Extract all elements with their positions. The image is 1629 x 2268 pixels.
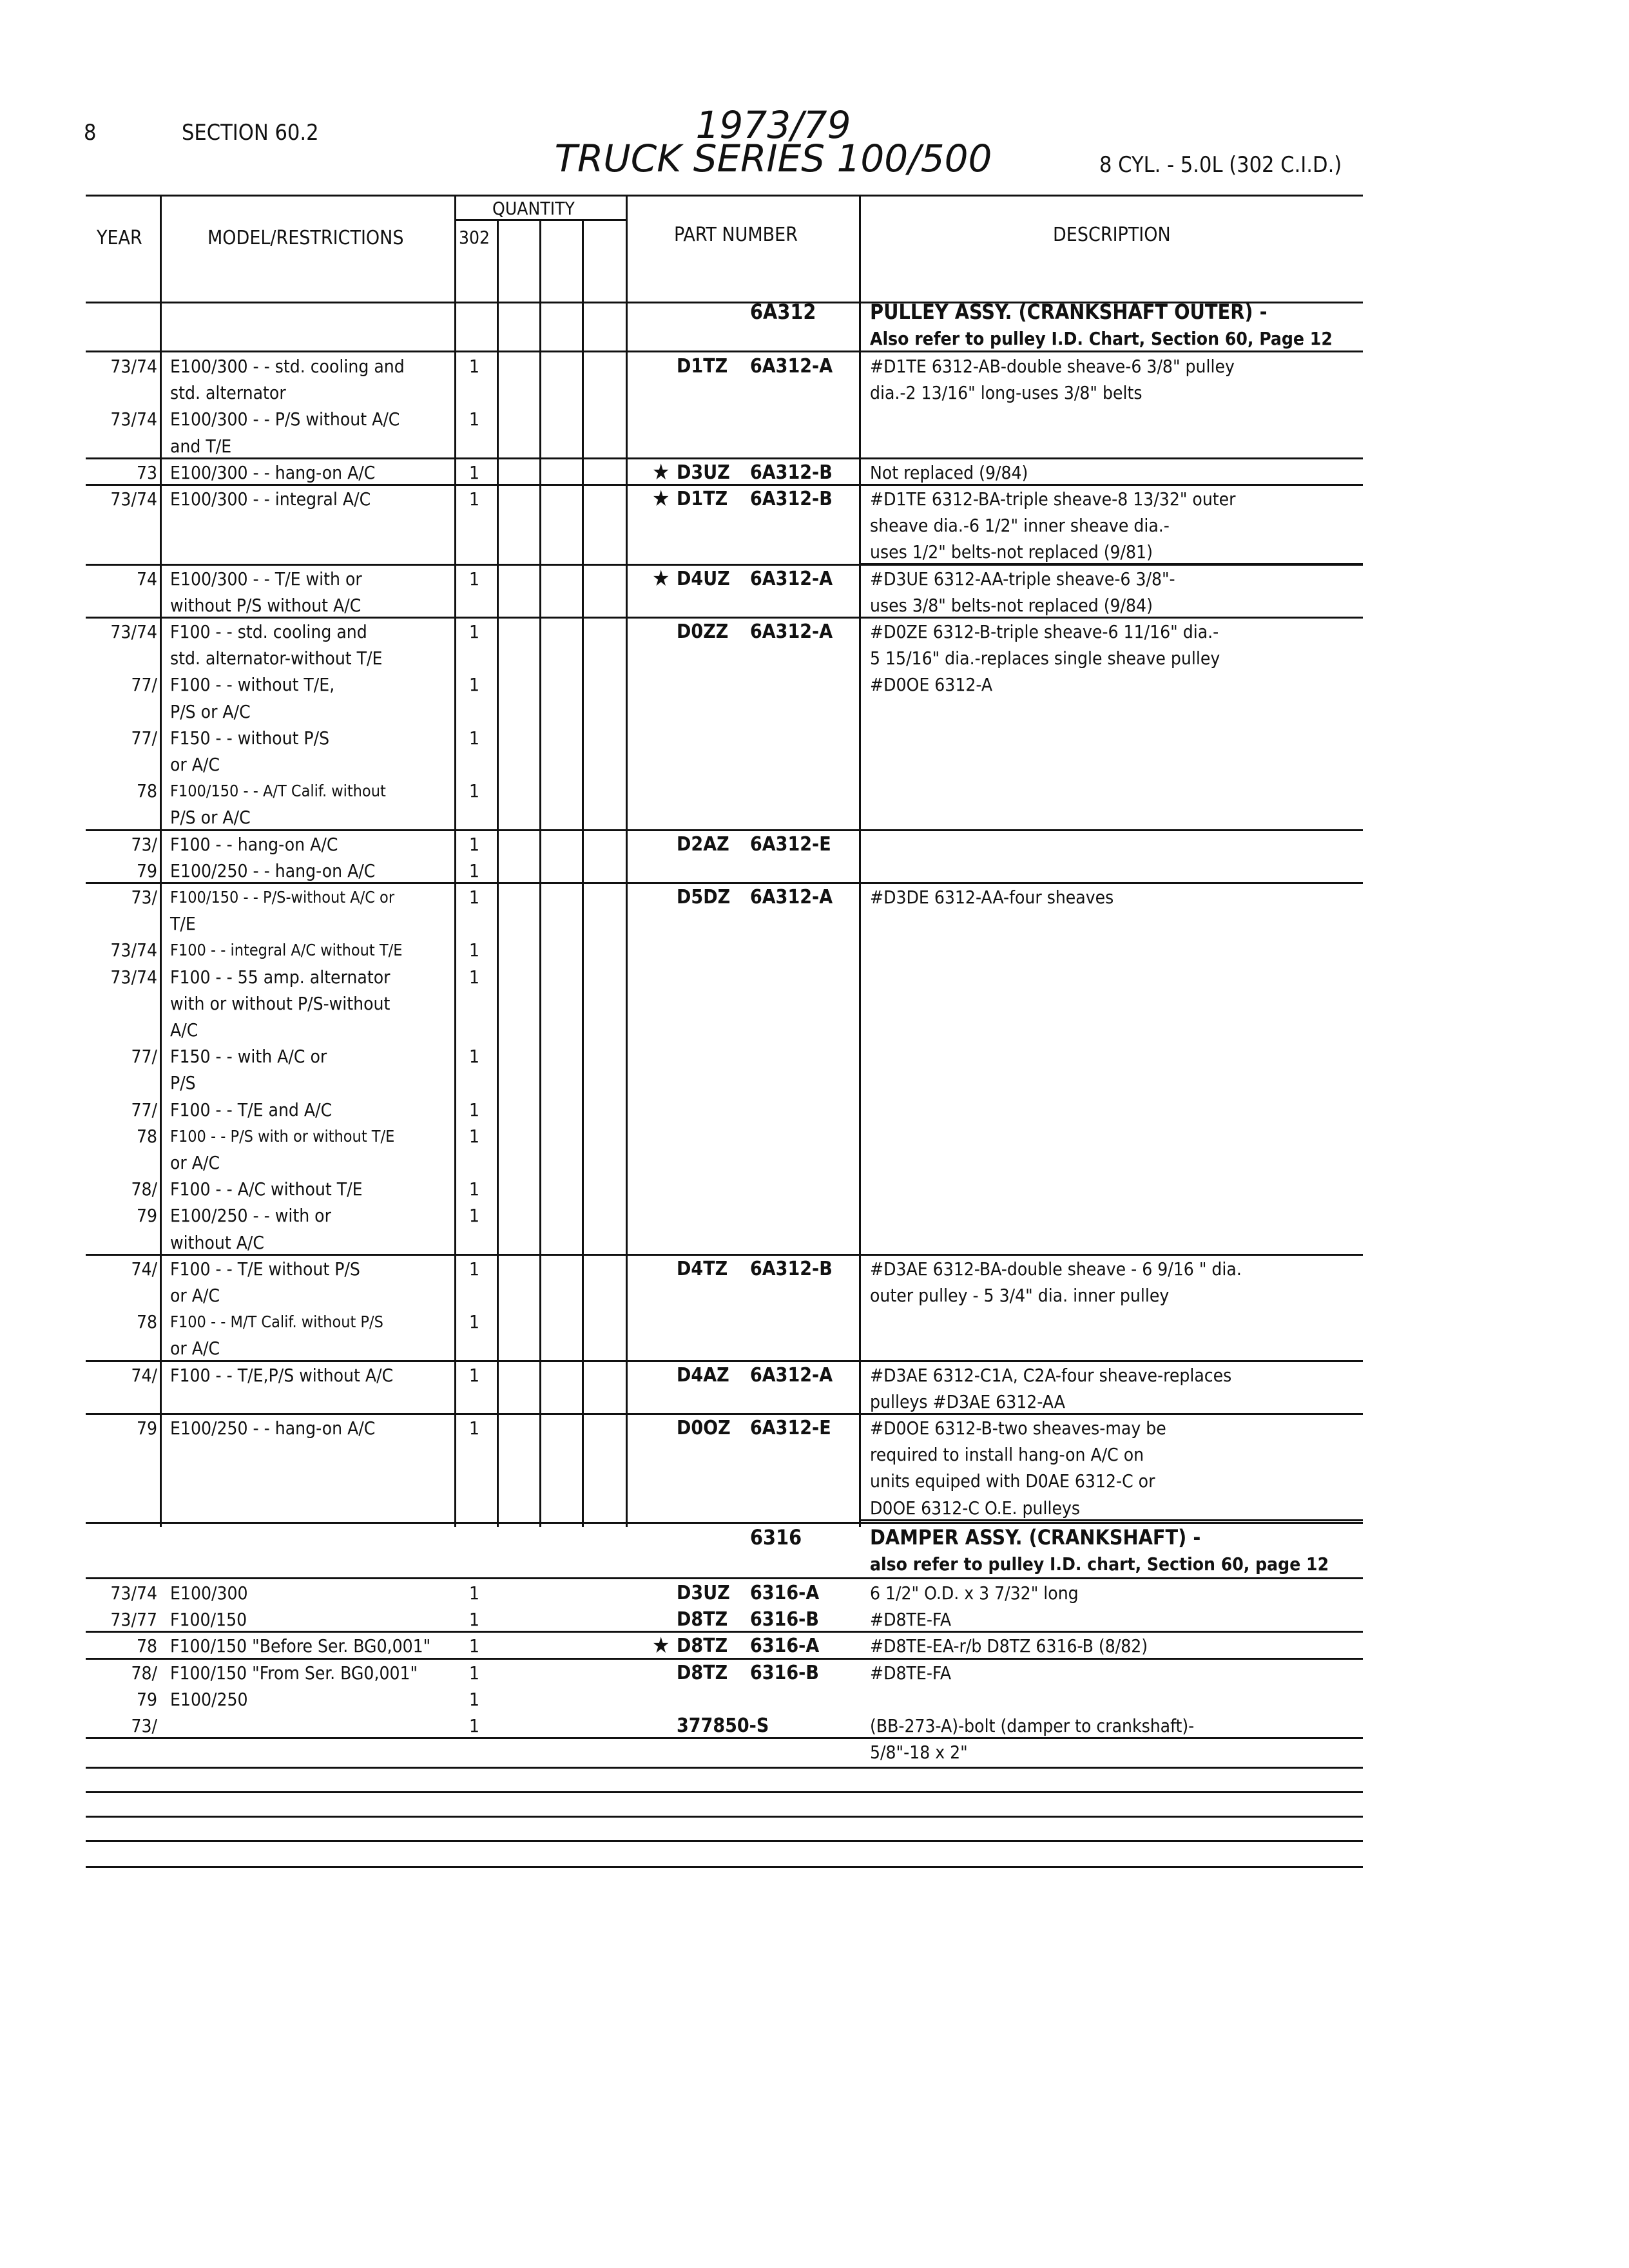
part-prefix-cell: D8TZ <box>677 1608 728 1631</box>
table-row <box>0 1468 1629 1494</box>
part-prefix-cell: D8TZ <box>677 1635 728 1658</box>
description-cell: Not replaced (9/84) <box>870 461 1028 483</box>
part-prefix-cell: D1TZ <box>677 488 728 510</box>
model-cell: E100/300 - - std. cooling and <box>170 356 405 377</box>
year-cell: 73/ <box>131 1715 157 1736</box>
year-cell: 73/77 <box>110 1609 157 1631</box>
table-row <box>0 964 1629 990</box>
description-cell: #D3AE 6312-BA-double sheave - 6 9/16 " dia. <box>870 1258 1242 1280</box>
table-row <box>0 380 1629 406</box>
model-cell: F100 - - A/C without T/E <box>170 1178 363 1200</box>
description-cell: required to install hang-on A/C on <box>870 1444 1144 1466</box>
year-cell: 77/ <box>131 1099 157 1120</box>
part-number-cell: 6316-A <box>750 1582 820 1604</box>
table-row <box>0 1713 1629 1739</box>
part-number-cell: 6316-B <box>750 1661 819 1684</box>
col-qty-302-header: 302 <box>459 227 490 248</box>
year-cell: 74/ <box>131 1364 157 1386</box>
year-cell: 73/74 <box>110 488 157 510</box>
table-row <box>0 1633 1629 1659</box>
part-number-cell: 6A312-B <box>750 488 833 510</box>
table-row <box>0 778 1629 804</box>
table-row <box>0 804 1629 831</box>
table-row <box>0 884 1629 910</box>
col-model-header: MODEL/RESTRICTIONS <box>207 227 404 249</box>
section-base-part: 6316 <box>750 1525 802 1550</box>
col-year-header: YEAR <box>97 227 142 249</box>
model-cell: P/S <box>170 1072 196 1094</box>
model-cell: without A/C <box>170 1231 265 1253</box>
table-row <box>0 1362 1629 1389</box>
year-cell: 73/74 <box>110 408 157 430</box>
qty-cell: 1 <box>469 1715 480 1736</box>
part-prefix-cell: D4TZ <box>677 1257 728 1280</box>
model-cell: F100 - - without T/E, <box>170 674 335 696</box>
table-row <box>0 486 1629 512</box>
model-cell: E100/250 <box>170 1688 248 1710</box>
part-number-cell: 6A312-A <box>750 1363 833 1387</box>
year-cell: 78/ <box>131 1178 157 1200</box>
qty-cell: 1 <box>469 1046 480 1068</box>
year-cell: 73/74 <box>110 1582 157 1604</box>
year-cell: 78 <box>136 1311 157 1333</box>
table-row <box>0 1739 1629 1765</box>
table-row <box>0 1495 1629 1521</box>
description-cell: #D0OE 6312-B-two sheaves-may be <box>870 1418 1166 1439</box>
part-prefix-cell: D3UZ <box>677 1582 730 1604</box>
description-cell: sheave dia.-6 1/2" inner sheave dia.- <box>870 515 1170 537</box>
description-cell: #D8TE-FA <box>870 1662 952 1684</box>
model-cell: F100/150 "From Ser. BG0,001" <box>170 1662 418 1684</box>
qty-cell: 1 <box>469 1635 480 1657</box>
table-row <box>0 1389 1629 1415</box>
bottom-rule <box>86 1767 1363 1769</box>
qty-cell: 1 <box>469 488 480 510</box>
part-number-cell: 6A312-E <box>750 1417 831 1439</box>
year-cell: 73 <box>136 461 157 483</box>
part-prefix-cell: D8TZ <box>677 1661 728 1684</box>
year-cell: 77/ <box>131 1046 157 1068</box>
table-row <box>0 858 1629 884</box>
part-number-cell: 6316-B <box>750 1608 819 1631</box>
model-cell: without P/S without A/C <box>170 594 361 616</box>
section-rule <box>86 351 1363 352</box>
part-prefix-cell: D0OZ <box>677 1417 731 1439</box>
year-cell: 77/ <box>131 674 157 696</box>
part-prefix-cell: D1TZ <box>677 355 728 378</box>
section-rule-double-top <box>86 1522 1363 1524</box>
col-description-header: DESCRIPTION <box>1053 224 1171 246</box>
part-prefix-cell: D5DZ <box>677 886 731 908</box>
model-cell: std. alternator-without T/E <box>170 648 383 669</box>
qty-cell: 1 <box>469 621 480 642</box>
qty-cell: 1 <box>469 1311 480 1333</box>
part-number-cell: 6316-A <box>750 1635 820 1658</box>
model-cell: E100/250 - - with or <box>170 1205 331 1227</box>
table-row <box>0 1580 1629 1606</box>
model-cell: F100 - - 55 amp. alternator <box>170 966 390 988</box>
model-cell: F100/150 <box>170 1609 247 1631</box>
part-number-cell: 6A312-A <box>750 620 833 643</box>
table-row <box>0 1097 1629 1123</box>
table-row <box>0 1043 1629 1070</box>
table-row <box>0 1282 1629 1309</box>
year-cell: 78 <box>136 780 157 802</box>
qty-cell: 1 <box>469 1178 480 1200</box>
description-cell: outer pulley - 5 3/4" dia. inner pulley <box>870 1285 1170 1306</box>
qty-cell: 1 <box>469 1205 480 1227</box>
page-number: 8 <box>84 120 97 146</box>
year-cell: 78/ <box>131 1662 157 1684</box>
qty-cell: 1 <box>469 1662 480 1684</box>
model-cell: F100 - - hang-on A/C <box>170 833 338 855</box>
table-row <box>0 1553 1629 1580</box>
table-row <box>0 353 1629 380</box>
model-cell: std. alternator <box>170 382 286 404</box>
description-cell: dia.-2 13/16" long-uses 3/8" belts <box>870 382 1142 404</box>
description-cell: #D8TE-EA-r/b D8TZ 6316-B (8/82) <box>870 1635 1148 1657</box>
table-row <box>0 751 1629 778</box>
part-prefix-cell: 377850-S <box>677 1715 769 1737</box>
model-cell: E100/300 - - integral A/C <box>170 488 371 510</box>
qty-cell: 1 <box>469 568 480 590</box>
qty-cell: 1 <box>469 939 480 961</box>
bottom-rule <box>86 1840 1363 1842</box>
year-cell: 73/74 <box>110 966 157 988</box>
part-number-cell: 6A312-B <box>750 1257 833 1280</box>
section-title: PULLEY ASSY. (CRANKSHAFT OUTER) - <box>870 300 1268 324</box>
description-cell: #D8TE-FA <box>870 1609 952 1631</box>
description-cell: uses 1/2" belts-not replaced (9/81) <box>870 541 1153 563</box>
rule-qty-top <box>454 195 626 197</box>
table-row <box>0 592 1629 619</box>
qty-cell: 1 <box>469 1364 480 1386</box>
page-title-series: TRUCK SERIES 100/500 <box>554 137 992 180</box>
year-cell: 79 <box>136 1418 157 1439</box>
table-row <box>0 937 1629 963</box>
bottom-rule <box>86 1866 1363 1868</box>
model-cell: or A/C <box>170 754 220 775</box>
qty-cell: 1 <box>469 461 480 483</box>
year-cell: 79 <box>136 1205 157 1227</box>
table-row <box>0 433 1629 459</box>
rule-top <box>86 195 1363 197</box>
year-cell: 73/ <box>131 833 157 855</box>
table-row <box>0 566 1629 592</box>
model-cell: F100 - - M/T Calif. without P/S <box>170 1312 383 1332</box>
model-cell: F100 - - std. cooling and <box>170 621 367 642</box>
table-row <box>0 1660 1629 1686</box>
year-cell: 73/74 <box>110 356 157 377</box>
year-cell: 73/74 <box>110 939 157 961</box>
table-row <box>0 1415 1629 1441</box>
description-cell: (BB-273-A)-bolt (damper to crankshaft)- <box>870 1715 1195 1736</box>
model-cell: or A/C <box>170 1152 220 1173</box>
part-prefix-cell: D4AZ <box>677 1363 729 1387</box>
model-cell: F100 - - integral A/C without T/E <box>170 941 403 960</box>
table-row <box>0 1070 1629 1096</box>
description-cell: 6 1/2" O.D. x 3 7/32" long <box>870 1582 1079 1604</box>
qty-cell: 1 <box>469 1099 480 1120</box>
part-prefix-cell: D0ZZ <box>677 620 729 643</box>
description-cell: 5/8"-18 x 2" <box>870 1742 968 1763</box>
qty-cell: 1 <box>469 966 480 988</box>
year-cell: 73/ <box>131 887 157 908</box>
description-cell: D0OE 6312-C O.E. pulleys <box>870 1497 1081 1519</box>
table-row <box>0 698 1629 725</box>
engine-label: 8 CYL. - 5.0L (302 C.I.D.) <box>1099 152 1342 178</box>
table-row <box>0 1335 1629 1361</box>
bottom-rule <box>86 1816 1363 1818</box>
model-cell: with or without P/S-without <box>170 992 390 1014</box>
model-cell: or A/C <box>170 1285 220 1306</box>
description-cell: pulleys #D3AE 6312-AA <box>870 1390 1065 1412</box>
section-title: DAMPER ASSY. (CRANKSHAFT) - <box>870 1525 1201 1550</box>
part-prefix-cell: D4UZ <box>677 567 730 590</box>
section-subtitle: also refer to pulley I.D. chart, Section 60, page 12 <box>870 1553 1329 1575</box>
table-row <box>0 990 1629 1017</box>
table-row <box>0 831 1629 858</box>
qty-cell: 1 <box>469 780 480 802</box>
page-title-years: 1973/79 <box>695 103 851 147</box>
table-row <box>0 910 1629 937</box>
part-number-cell: 6A312-B <box>750 461 833 484</box>
model-cell: F100 - - T/E,P/S without A/C <box>170 1364 394 1386</box>
qty-cell: 1 <box>469 887 480 908</box>
table-row <box>0 1527 1629 1553</box>
model-cell: E100/250 - - hang-on A/C <box>170 860 376 881</box>
model-cell: and T/E <box>170 435 232 457</box>
description-cell: #D1TE 6312-BA-triple sheave-8 13/32" outer <box>870 488 1236 510</box>
model-cell: E100/300 <box>170 1582 248 1604</box>
qty-cell: 1 <box>469 860 480 881</box>
table-row <box>0 459 1629 486</box>
model-cell: F100 - - T/E without P/S <box>170 1258 360 1280</box>
model-cell: T/E <box>170 913 196 935</box>
qty-cell: 1 <box>469 1125 480 1147</box>
table-row <box>0 512 1629 539</box>
qty-cell: 1 <box>469 408 480 430</box>
table-row <box>0 1017 1629 1043</box>
model-cell: E100/250 - - hang-on A/C <box>170 1418 376 1439</box>
description-cell: #D3AE 6312-C1A, C2A-four sheave-replaces <box>870 1364 1232 1386</box>
star-icon: ★ <box>652 565 670 591</box>
model-cell: or A/C <box>170 1338 220 1360</box>
table-row <box>0 539 1629 565</box>
star-icon: ★ <box>652 486 670 512</box>
model-cell: F100 - - P/S with or without T/E <box>170 1126 395 1146</box>
table-row <box>0 406 1629 432</box>
star-icon: ★ <box>652 1633 670 1659</box>
description-cell: #D3UE 6312-AA-triple sheave-6 3/8"- <box>870 568 1175 590</box>
col-part-number-header: PART NUMBER <box>674 224 798 246</box>
table-row <box>0 1149 1629 1176</box>
model-cell: E100/300 - - hang-on A/C <box>170 461 376 483</box>
qty-cell: 1 <box>469 1582 480 1604</box>
section-base-part: 6A312 <box>750 300 816 324</box>
table-row <box>0 1686 1629 1713</box>
description-cell: #D3DE 6312-AA-four sheaves <box>870 887 1114 908</box>
model-cell: F100/150 "Before Ser. BG0,001" <box>170 1635 431 1657</box>
description-cell: #D1TE 6312-AB-double sheave-6 3/8" pulley <box>870 356 1235 377</box>
year-cell: 77/ <box>131 727 157 749</box>
table-row <box>0 1123 1629 1149</box>
table-row <box>0 1202 1629 1229</box>
table-row <box>0 1606 1629 1633</box>
qty-cell: 1 <box>469 356 480 377</box>
part-prefix-cell: D3UZ <box>677 461 730 484</box>
qty-cell: 1 <box>469 1418 480 1439</box>
year-cell: 74 <box>136 568 157 590</box>
star-icon: ★ <box>652 459 670 485</box>
table-row <box>0 619 1629 645</box>
year-cell: 73/74 <box>110 621 157 642</box>
model-cell: P/S or A/C <box>170 807 251 829</box>
part-number-cell: 6A312-A <box>750 886 833 908</box>
table-row <box>0 725 1629 751</box>
year-cell: 74/ <box>131 1258 157 1280</box>
col-quantity-header: QUANTITY <box>492 198 575 219</box>
description-cell: #D0OE 6312-A <box>870 674 993 696</box>
year-cell: 78 <box>136 1125 157 1147</box>
part-number-cell: 6A312-E <box>750 832 831 856</box>
qty-cell: 1 <box>469 1688 480 1710</box>
description-cell: #D0ZE 6312-B-triple sheave-6 11/16" dia.- <box>870 621 1219 642</box>
qty-cell: 1 <box>469 727 480 749</box>
model-cell: P/S or A/C <box>170 700 251 722</box>
table-row <box>0 1256 1629 1282</box>
model-cell: F150 - - with A/C or <box>170 1046 327 1068</box>
model-cell: A/C <box>170 1019 198 1041</box>
model-cell: E100/300 - - T/E with or <box>170 568 362 590</box>
part-number-cell: 6A312-A <box>750 355 833 378</box>
table-row <box>0 1176 1629 1202</box>
table-row <box>0 1441 1629 1468</box>
year-cell: 78 <box>136 1635 157 1657</box>
bottom-rule <box>86 1791 1363 1793</box>
table-row <box>0 1229 1629 1256</box>
model-cell: F150 - - without P/S <box>170 727 330 749</box>
description-cell: uses 3/8" belts-not replaced (9/84) <box>870 594 1153 616</box>
description-cell: units equiped with D0AE 6312-C or <box>870 1470 1155 1492</box>
part-number-cell: 6A312-A <box>750 567 833 590</box>
model-cell: F100/150 - - A/T Calif. without <box>170 782 386 801</box>
qty-cell: 1 <box>469 1609 480 1631</box>
model-cell: E100/300 - - P/S without A/C <box>170 408 400 430</box>
description-cell: 5 15/16" dia.-replaces single sheave pulley <box>870 648 1220 669</box>
model-cell: F100/150 - - P/S-without A/C or <box>170 888 395 907</box>
table-row <box>0 671 1629 698</box>
part-prefix-cell: D2AZ <box>677 832 729 856</box>
model-cell: F100 - - T/E and A/C <box>170 1099 333 1120</box>
section-label: SECTION 60.2 <box>182 120 319 146</box>
year-cell: 79 <box>136 1688 157 1710</box>
table-row <box>0 645 1629 671</box>
section-subtitle: Also refer to pulley I.D. Chart, Section 60, Page 12 <box>870 328 1333 349</box>
qty-cell: 1 <box>469 674 480 696</box>
table-row <box>0 1309 1629 1335</box>
qty-cell: 1 <box>469 1258 480 1280</box>
qty-cell: 1 <box>469 833 480 855</box>
year-cell: 79 <box>136 860 157 881</box>
